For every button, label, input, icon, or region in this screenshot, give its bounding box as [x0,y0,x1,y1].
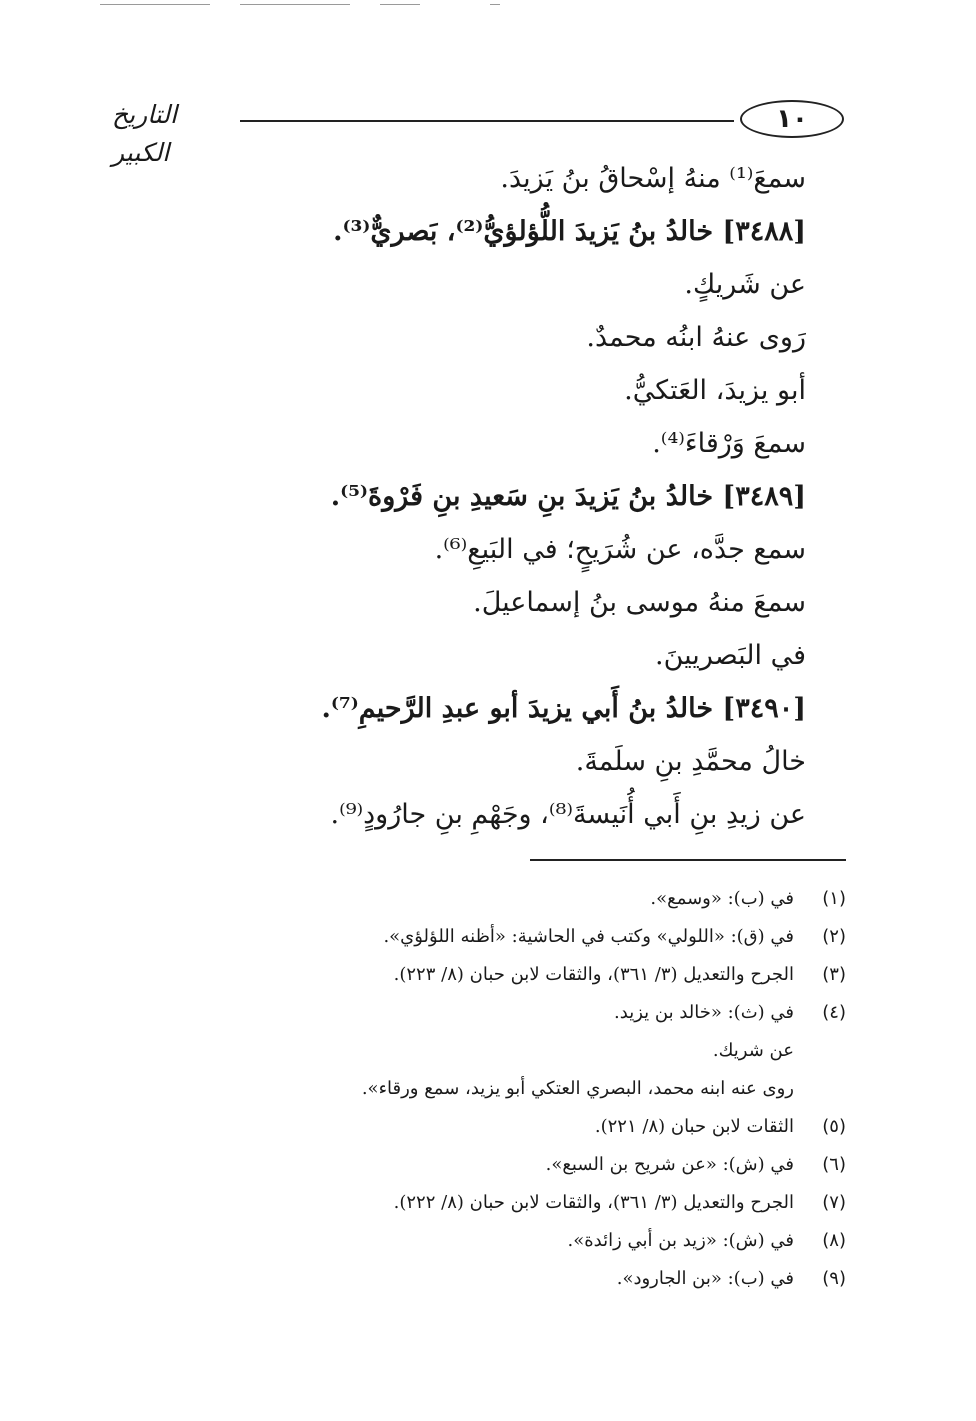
footnote [286,918,846,956]
running-title: التاريخ الكبير [112,100,177,167]
text-line: سمعَ⁽¹⁾ منهُ إسْحاقُ بنُ يَزيدَ. [500,163,806,194]
text-line: في البَصريينَ. [655,640,806,671]
footnote-text: الجرح والتعديل (٣/ ٣٦١)، والثقات لابن حبان (٨/ ٢٢٣). [393,964,794,985]
footnote [286,994,846,1108]
text-line: أبو يزيدَ، العَتكيُّ. [624,375,806,406]
entry-heading: [٣٤٨٩] خالدُ بنُ يَزيدَ بنِ سَعيدِ بنِ فَرْوةَ⁽⁵⁾. [330,481,806,512]
main-text [266,152,806,841]
footnote-separator [530,859,846,861]
footnote-text: في (ب): «بن الجارود». [616,1268,794,1289]
footnote-text: الجرح والتعديل (٣/ ٣٦١)، والثقات لابن حبان (٨/ ٢٢٢). [393,1192,794,1213]
footnote-number: (٣) [822,964,846,985]
footnote-text: في (ش): «عن شريح بن السبع». [545,1154,794,1175]
footnotes [286,880,846,1298]
footnote-number: (٥) [822,1116,846,1137]
footnote [286,880,846,918]
header-rule [240,120,734,122]
text-line: سمع جدَّه، عن شُرَيحٍ؛ في البَيعِ⁽⁶⁾. [434,534,806,565]
footnote-number: (٤) [822,1002,846,1023]
footnote-text: في (ب): «وسمع». [650,888,794,909]
text-line: سمعَ وَرْقاءَ⁽⁴⁾. [652,428,806,459]
text-line: عن شَريكٍ. [684,269,806,300]
footnote-number: (٧) [822,1192,846,1213]
entry-heading: [٣٤٩٠] خالدُ بنُ أَبي يزيدَ أبو عبدِ الرَّحيمِ⁽⁷⁾. [321,693,806,724]
footnote [286,1260,846,1298]
footnote [286,1222,846,1260]
footnote [286,1108,846,1146]
footnote-number: (٨) [822,1230,846,1251]
entry-heading: [٣٤٨٨] خالدُ بنُ يَزيدَ اللُّؤلؤيُّ⁽²⁾، بَصريٌّ⁽³⁾. [333,216,806,247]
page-header [112,96,844,167]
footnote [286,956,846,994]
footnote-text-continued: روى عنه ابنه محمد، البصري العتكي أبو يزيد، سمع ورقاء». [361,1078,794,1099]
text-line: سمعَ منهُ موسى بنُ إسماعيلَ. [473,587,806,618]
footnote [286,1146,846,1184]
text-line: خالُ محمَّدِ بنِ سلَمةَ. [575,746,806,777]
footnote-text: في (ث): «خالد بن يزيد. [614,1002,794,1023]
footnote-text: في (ق): «اللولي» وكتب في الحاشية: «أظنه اللؤلؤي». [383,926,794,947]
footnote-text-continued: عن شريك. [712,1040,794,1061]
footnote-number: (١) [822,888,846,909]
text-line: عن زيدِ بنِ أَبي أُنَيسةَ⁽⁸⁾، وجَهْمِ بنِ جارُودٍ⁽⁹⁾. [330,799,806,830]
footnote-text: في (ش): «زيد بن أبي زائدة». [567,1230,794,1251]
footnote-number: (٦) [822,1154,846,1175]
footnote-number: (٩) [822,1268,846,1289]
page-number: ١٠ [740,100,844,138]
footnote-text: الثقات لابن حبان (٨/ ٢٢١). [594,1116,794,1137]
text-line: رَوى عنهُ ابنُه محمدٌ. [586,322,806,353]
footnote [286,1184,846,1222]
footnote-number: (٢) [822,926,846,947]
